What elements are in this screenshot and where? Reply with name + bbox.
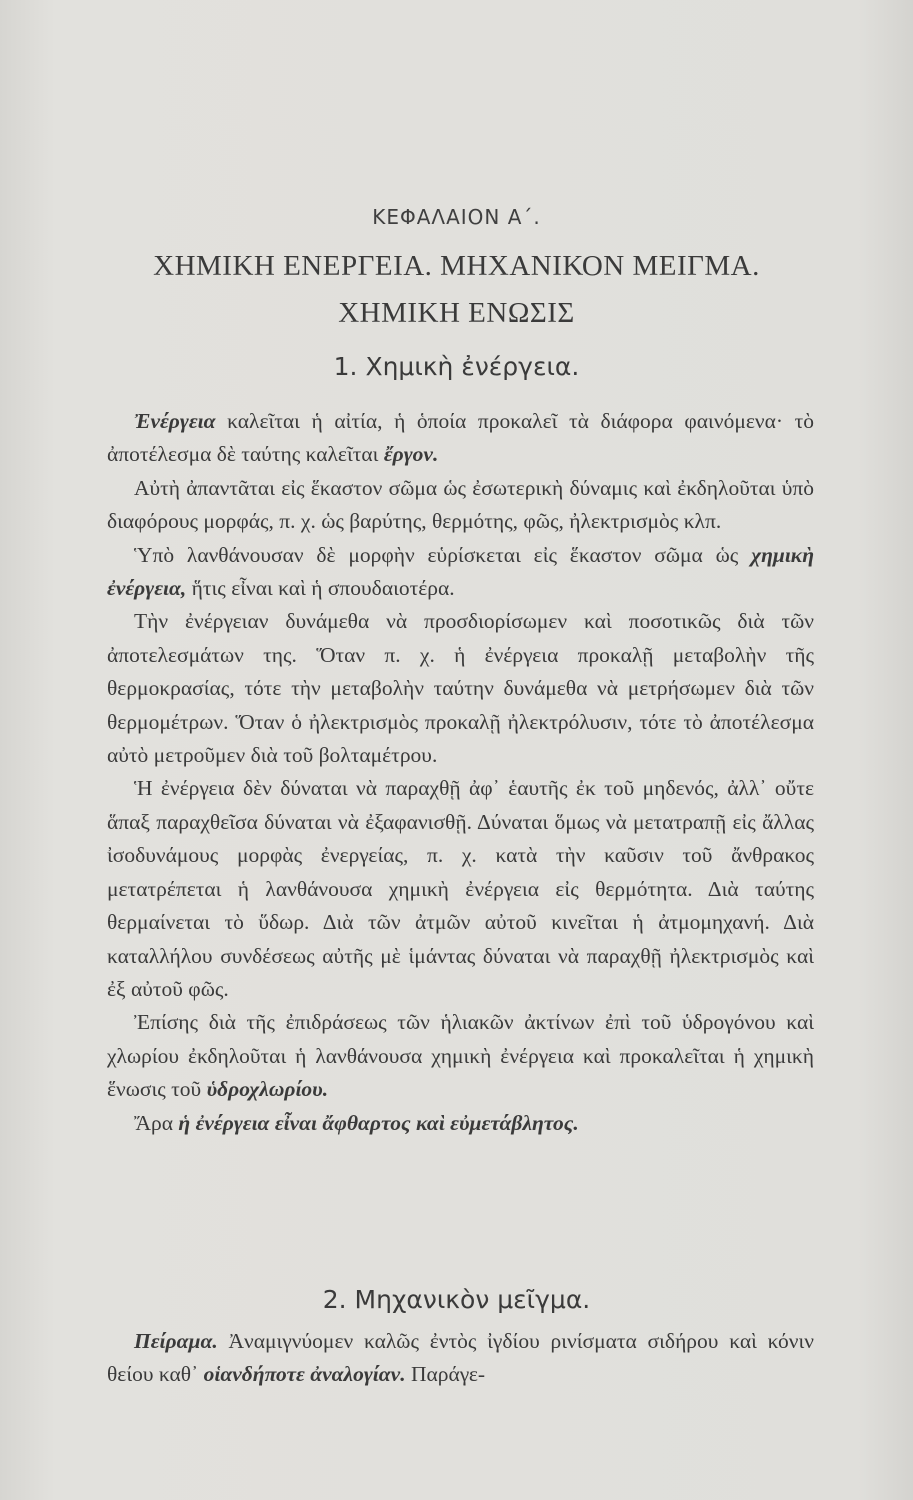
section-1-body	[107, 405, 814, 1140]
chapter-title-line-2: ΧΗΜΙΚΗ ΕΝΩΣΙΣ	[338, 297, 575, 329]
section-2-body	[107, 1325, 814, 1392]
paragraph-text: Ὑπὸ λανθάνουσαν δὲ μορφὴν εὑρίσκεται εἰς ἕκαστον σῶμα ὡς	[134, 542, 752, 567]
term-hydrochloric: ὑδροχλωρίου.	[206, 1077, 329, 1102]
section-1-heading: 1. Χημικὴ ἐνέργεια.	[333, 352, 580, 381]
term-work: ἔργον.	[383, 442, 439, 467]
paragraph-conclusion	[107, 1107, 814, 1140]
paragraph-text: ἥτις εἶναι καὶ ἡ σπουδαιοτέρα.	[186, 576, 455, 601]
paragraph-experiment	[107, 1325, 814, 1392]
paragraph-text: Παράγε-	[405, 1362, 486, 1387]
term-energy: Ἐνέργεια	[134, 409, 216, 433]
chapter-label: ΚΕΦΑΛΑΙΟΝ Α΄.	[372, 205, 541, 229]
paragraph-energy-definition	[107, 405, 814, 472]
paragraph-energy-measurement: Τὴν ἐνέργειαν δυνάμεθα νὰ προσδιορίσωμεν καὶ ποσοτικῶς διὰ τῶν ἀποτελεσμάτων της. Ὅταν π. χ. ἡ ἐνέργεια προκαλῇ μεταβολὴν τῆς θερμοκρασίας, τότε τὴν μεταβολὴν ταύτην δυνάμεθα νὰ μετρήσωμεν διὰ τῶν θερμομέτρων. Ὅταν ὁ ἠλεκτρισμὸς προκαλῇ ἠλεκτρόλυσιν, τότε τὸ ἀποτέλεσμα αὐτὸ μετροῦμεν διὰ τοῦ βολταμέτρου.	[107, 609, 814, 768]
paragraph-text: Ἀναμιγνύομεν καλῶς ἐντὸς ἰγδίου ρινίσματα σιδήρου καὶ κόνιν θείου καθ᾽	[107, 1329, 814, 1387]
paragraph-chemical-energy	[107, 539, 814, 606]
term-any-ratio: οἱανδήποτε ἀναλογίαν.	[203, 1362, 406, 1387]
paragraph-sunlight-reaction	[107, 1006, 814, 1106]
paragraph-text: Ἄρα	[134, 1110, 179, 1135]
section-2-heading: 2. Μηχανικὸν μεῖγμα.	[322, 1285, 591, 1314]
paragraph-energy-conservation: Ἡ ἐνέργεια δὲν δύναται νὰ παραχθῇ ἀφ᾽ ἑαυτῆς ἐκ τοῦ μηδενός, ἀλλ᾽ οὔτε ἅπαξ παραχθεῖσα δύναται νὰ ἐξαφανισθῇ. Δύναται ὅμως νὰ μετατραπῇ εἰς ἄλλας ἰσοδυνάμους μορφὰς ἐνεργείας, π. χ. κατὰ τὴν καῦσιν τοῦ ἄνθρακος μετατρέπεται ἡ λανθάνουσα χημικὴ ἐνέργεια εἰς θερμότητα. Διὰ ταύτης θερμαίνεται τὸ ὕδωρ. Διὰ τῶν ἀτμῶν αὐτοῦ κινεῖται ἡ ἀτμομηχανή. Διὰ καταλλήλου συνδέσεως αὐτῆς μὲ ἱμάντας δύναται νὰ παραχθῇ ἠλεκτρισμὸς καὶ ἐξ αὐτοῦ φῶς.	[107, 776, 814, 1001]
paragraph-text: Ἐπίσης διὰ τῆς ἐπιδράσεως τῶν ἡλιακῶν ἀκτίνων ἐπὶ τοῦ ὑδρογόνου καὶ χλωρίου ἐκδηλοῦται ἡ λανθάνουσα χημικὴ ἐνέργεια καὶ προκαλεῖται ἡ χημικὴ ἕνωσις τοῦ	[107, 1010, 814, 1102]
term-chemical-energy: χημικὴ ἐνέργεια,	[107, 542, 814, 601]
paragraph-energy-forms: Αὐτὴ ἀπαντᾶται εἰς ἕκαστον σῶμα ὡς ἐσωτερικὴ δύναμις καὶ ἐκδηλοῦται ὑπὸ διαφόρους μορφάς, π. χ. ὡς βαρύτης, θερμότης, φῶς, ἠλεκτρισμὸς κλπ.	[107, 475, 814, 534]
chapter-title-line-1: ΧΗΜΙΚΗ ΕΝΕΡΓΕΙΑ. ΜΗΧΑΝΙΚΟΝ ΜΕΙΓΜΑ.	[153, 250, 760, 282]
term-conclusion: ἡ ἐνέργεια εἶναι ἄφθαρτος καὶ εὐμετάβλητος.	[178, 1110, 579, 1135]
term-experiment: Πείραμα.	[134, 1329, 218, 1353]
paragraph-text: καλεῖται ἡ αἰτία, ἡ ὁποία προκαλεῖ τὰ διάφορα φαινόμενα· τὸ ἀποτέλεσμα δὲ ταύτης καλεῖται	[107, 409, 814, 467]
